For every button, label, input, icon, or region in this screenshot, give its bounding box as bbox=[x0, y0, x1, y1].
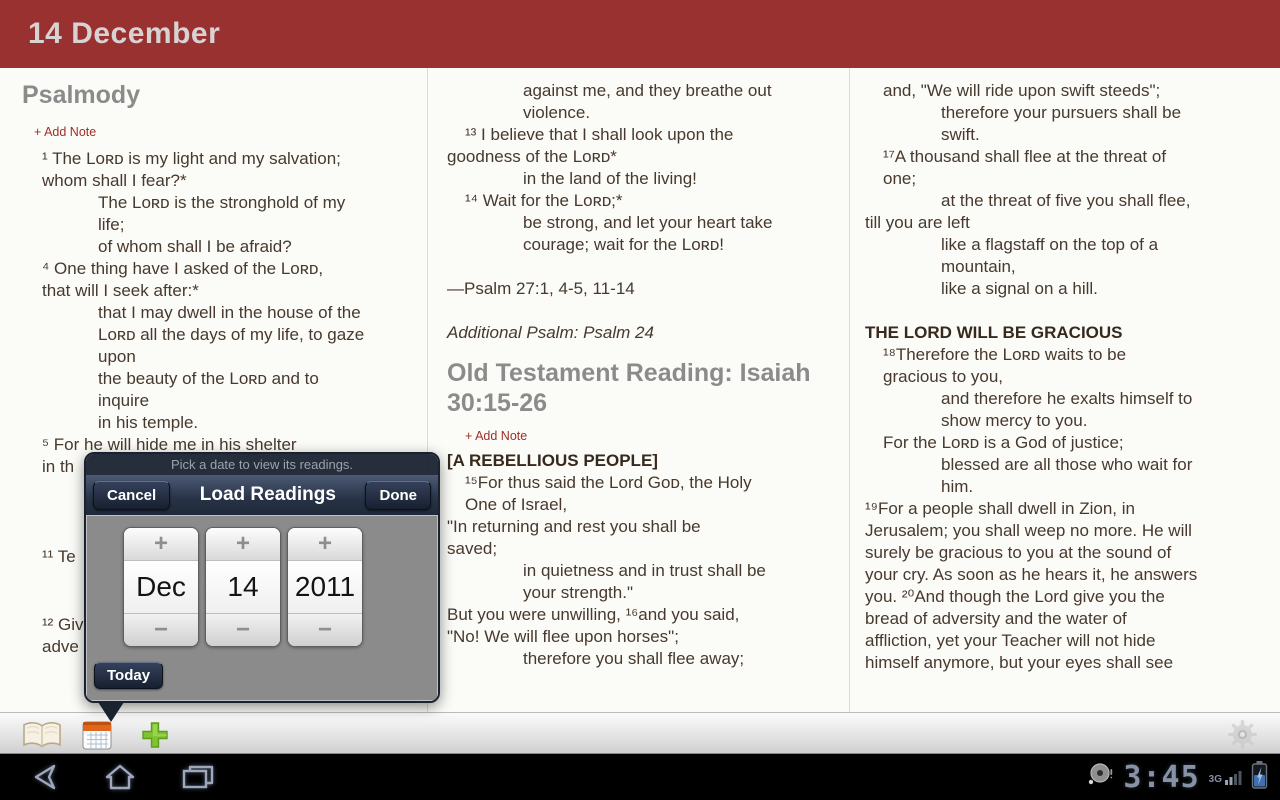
scripture-line: against me, and they breathe out bbox=[523, 81, 772, 100]
home-button[interactable] bbox=[92, 760, 148, 794]
scripture-line: till you are left bbox=[865, 213, 970, 232]
scripture-line: saved; bbox=[447, 539, 498, 558]
scripture-line: Jerusalem; you shall weep no more. He will bbox=[865, 521, 1192, 540]
scripture-line: him. bbox=[941, 477, 974, 496]
scripture-line: the beauty of the Lᴏʀᴅ and to bbox=[98, 369, 319, 388]
network-indicator bbox=[1209, 769, 1242, 785]
year-spinner-value[interactable]: 2011 bbox=[288, 561, 362, 613]
scripture-line: therefore your pursuers shall be bbox=[941, 103, 1182, 122]
scripture-line: ¹⁵For thus said the Lord Gᴏᴅ, the Holy bbox=[465, 473, 752, 492]
spacer bbox=[865, 300, 1280, 322]
scripture-line: bread of adversity and the water of bbox=[865, 609, 1127, 628]
app-header bbox=[0, 0, 1280, 68]
scripture-line: your strength." bbox=[523, 583, 633, 602]
add-note-link[interactable]: + Add Note bbox=[465, 429, 528, 443]
scripture-line: that will I seek after:* bbox=[42, 281, 199, 300]
scripture-line: and therefore he exalts himself to bbox=[941, 389, 1193, 408]
year-spinner bbox=[287, 527, 363, 647]
add-note-link[interactable]: + Add Note bbox=[34, 125, 97, 139]
day-spinner-value[interactable]: 14 bbox=[206, 561, 280, 613]
dialog-pointer bbox=[98, 702, 124, 722]
scripture-line: whom shall I fear?* bbox=[42, 171, 187, 190]
scripture-line: "In returning and rest you shall be bbox=[447, 517, 701, 536]
scripture-line: life; bbox=[98, 215, 125, 234]
scripture-line: ¹³ I believe that I shall look upon the bbox=[465, 125, 734, 144]
back-button[interactable] bbox=[16, 760, 72, 794]
day-increment-button[interactable]: + bbox=[206, 528, 280, 561]
scripture-line: in his temple. bbox=[98, 413, 199, 432]
clock[interactable]: 3:45 bbox=[1123, 759, 1200, 795]
settings-gear-icon[interactable] bbox=[1227, 719, 1258, 755]
subheading: THE LORD WILL BE GRACIOUS bbox=[865, 323, 1123, 342]
spacer bbox=[447, 300, 849, 322]
dialog-body bbox=[86, 515, 438, 701]
month-spinner-value[interactable]: Dec bbox=[124, 561, 198, 613]
cancel-button[interactable]: Cancel bbox=[93, 481, 170, 510]
recent-apps-button[interactable] bbox=[170, 760, 226, 794]
day-spinner bbox=[205, 527, 281, 647]
status-notification-icon[interactable] bbox=[1084, 760, 1114, 795]
book-icon[interactable] bbox=[22, 721, 62, 754]
scripture-line: ¹⁷A thousand shall flee at the threat of bbox=[883, 147, 1167, 166]
scripture-line: ⁵ For he will hide me in his shelter bbox=[42, 435, 297, 454]
scripture-line: gracious to you, bbox=[883, 367, 1004, 386]
scripture-line: himself anymore, but your eyes shall see bbox=[865, 653, 1174, 672]
load-readings-dialog bbox=[84, 452, 440, 703]
scripture-line: But you were unwilling, ¹⁶and you said, bbox=[447, 605, 740, 624]
scripture-line: and, "We will ride upon swift steeds"; bbox=[883, 81, 1161, 100]
scripture-line: inquire bbox=[98, 391, 150, 410]
dialog-frame bbox=[84, 452, 440, 703]
scripture-line: in th bbox=[42, 457, 75, 476]
subheading: [A REBELLIOUS PEOPLE] bbox=[447, 451, 658, 470]
scripture-line: adve bbox=[42, 637, 79, 656]
today-button[interactable]: Today bbox=[94, 662, 163, 689]
scripture-line: that I may dwell in the house of the bbox=[98, 303, 361, 322]
scripture-line: mountain, bbox=[941, 257, 1016, 276]
dialog-header bbox=[86, 475, 438, 515]
scripture-line: affliction, yet your Teacher will not hide bbox=[865, 631, 1156, 650]
dialog-hint-text: Pick a date to view its readings. bbox=[86, 454, 438, 475]
scripture-line: ¹⁴ Wait for the Lᴏʀᴅ;* bbox=[465, 191, 623, 210]
scripture-line: in the land of the living! bbox=[523, 169, 697, 188]
signal-bars-icon bbox=[1224, 769, 1242, 785]
scripture-line: at the threat of five you shall flee, bbox=[941, 191, 1191, 210]
scripture-line: upon bbox=[98, 347, 136, 366]
calendar-icon[interactable] bbox=[80, 718, 114, 757]
scripture-line: of whom shall I be afraid? bbox=[98, 237, 292, 256]
scripture-line: Lᴏʀᴅ all the days of my life, to gaze bbox=[98, 325, 365, 344]
page-title: 14 December bbox=[28, 17, 221, 50]
scripture-line: be strong, and let your heart take bbox=[523, 213, 773, 232]
bottom-toolbar bbox=[0, 712, 1280, 754]
scripture-line: blessed are all those who wait for bbox=[941, 455, 1193, 474]
done-button[interactable]: Done bbox=[365, 481, 431, 510]
scripture-line: ⁴ One thing have I asked of the Lᴏʀᴅ, bbox=[42, 259, 324, 278]
status-cluster bbox=[1084, 754, 1268, 800]
scripture-line: —Psalm 27:1, 4-5, 11-14 bbox=[447, 279, 635, 298]
scripture-line: goodness of the Lᴏʀᴅ* bbox=[447, 147, 617, 166]
section-heading: Old Testament Reading: Isaiah 30:15-26 bbox=[447, 359, 811, 417]
scripture-line: like a signal on a hill. bbox=[941, 279, 1098, 298]
scripture-line: ¹¹ Te bbox=[42, 547, 76, 566]
battery-icon bbox=[1251, 760, 1268, 795]
scripture-line: in quietness and in trust shall be bbox=[523, 561, 766, 580]
scripture-line: therefore you shall flee away; bbox=[523, 649, 745, 668]
scripture-line: ¹⁸Therefore the Lᴏʀᴅ waits to be bbox=[883, 345, 1127, 364]
day-decrement-button[interactable]: − bbox=[206, 613, 280, 646]
system-bar bbox=[0, 754, 1280, 800]
scripture-line: ¹ The Lᴏʀᴅ is my light and my salvation; bbox=[42, 149, 341, 168]
scripture-line: The Lᴏʀᴅ is the stronghold of my bbox=[98, 193, 346, 212]
scripture-line: For the Lᴏʀᴅ is a God of justice; bbox=[883, 433, 1124, 452]
column-right bbox=[850, 68, 1280, 712]
add-icon[interactable] bbox=[140, 720, 170, 755]
scripture-line: show mercy to you. bbox=[941, 411, 1088, 430]
month-spinner bbox=[123, 527, 199, 647]
scripture-line: surely be gracious to you at the sound of bbox=[865, 543, 1172, 562]
scripture-line: ¹² Giv bbox=[42, 615, 84, 634]
scripture-line: your cry. As soon as he hears it, he answers bbox=[865, 565, 1198, 584]
network-type-label: 3G bbox=[1208, 774, 1222, 785]
spacer bbox=[447, 256, 849, 278]
scripture-line: like a flagstaff on the top of a bbox=[941, 235, 1159, 254]
scripture-line: Additional Psalm: Psalm 24 bbox=[447, 323, 654, 342]
dialog-title: Load Readings bbox=[199, 484, 336, 505]
year-increment-button[interactable]: + bbox=[288, 528, 362, 561]
scripture-line: one; bbox=[883, 169, 917, 188]
month-decrement-button[interactable]: − bbox=[124, 613, 198, 646]
section-heading: Psalmody bbox=[22, 81, 141, 109]
month-increment-button[interactable]: + bbox=[124, 528, 198, 561]
scripture-line: violence. bbox=[523, 103, 591, 122]
scripture-line: swift. bbox=[941, 125, 980, 144]
scripture-line: ¹⁹For a people shall dwell in Zion, in bbox=[865, 499, 1135, 518]
column-middle bbox=[428, 68, 849, 712]
scripture-line: One of Israel, bbox=[465, 495, 568, 514]
scripture-line: you. ²⁰And though the Lord give you the bbox=[865, 587, 1165, 606]
scripture-line: "No! We will flee upon horses"; bbox=[447, 627, 679, 646]
scripture-line: courage; wait for the Lᴏʀᴅ! bbox=[523, 235, 724, 254]
date-spinners bbox=[123, 527, 430, 647]
year-decrement-button[interactable]: − bbox=[288, 613, 362, 646]
